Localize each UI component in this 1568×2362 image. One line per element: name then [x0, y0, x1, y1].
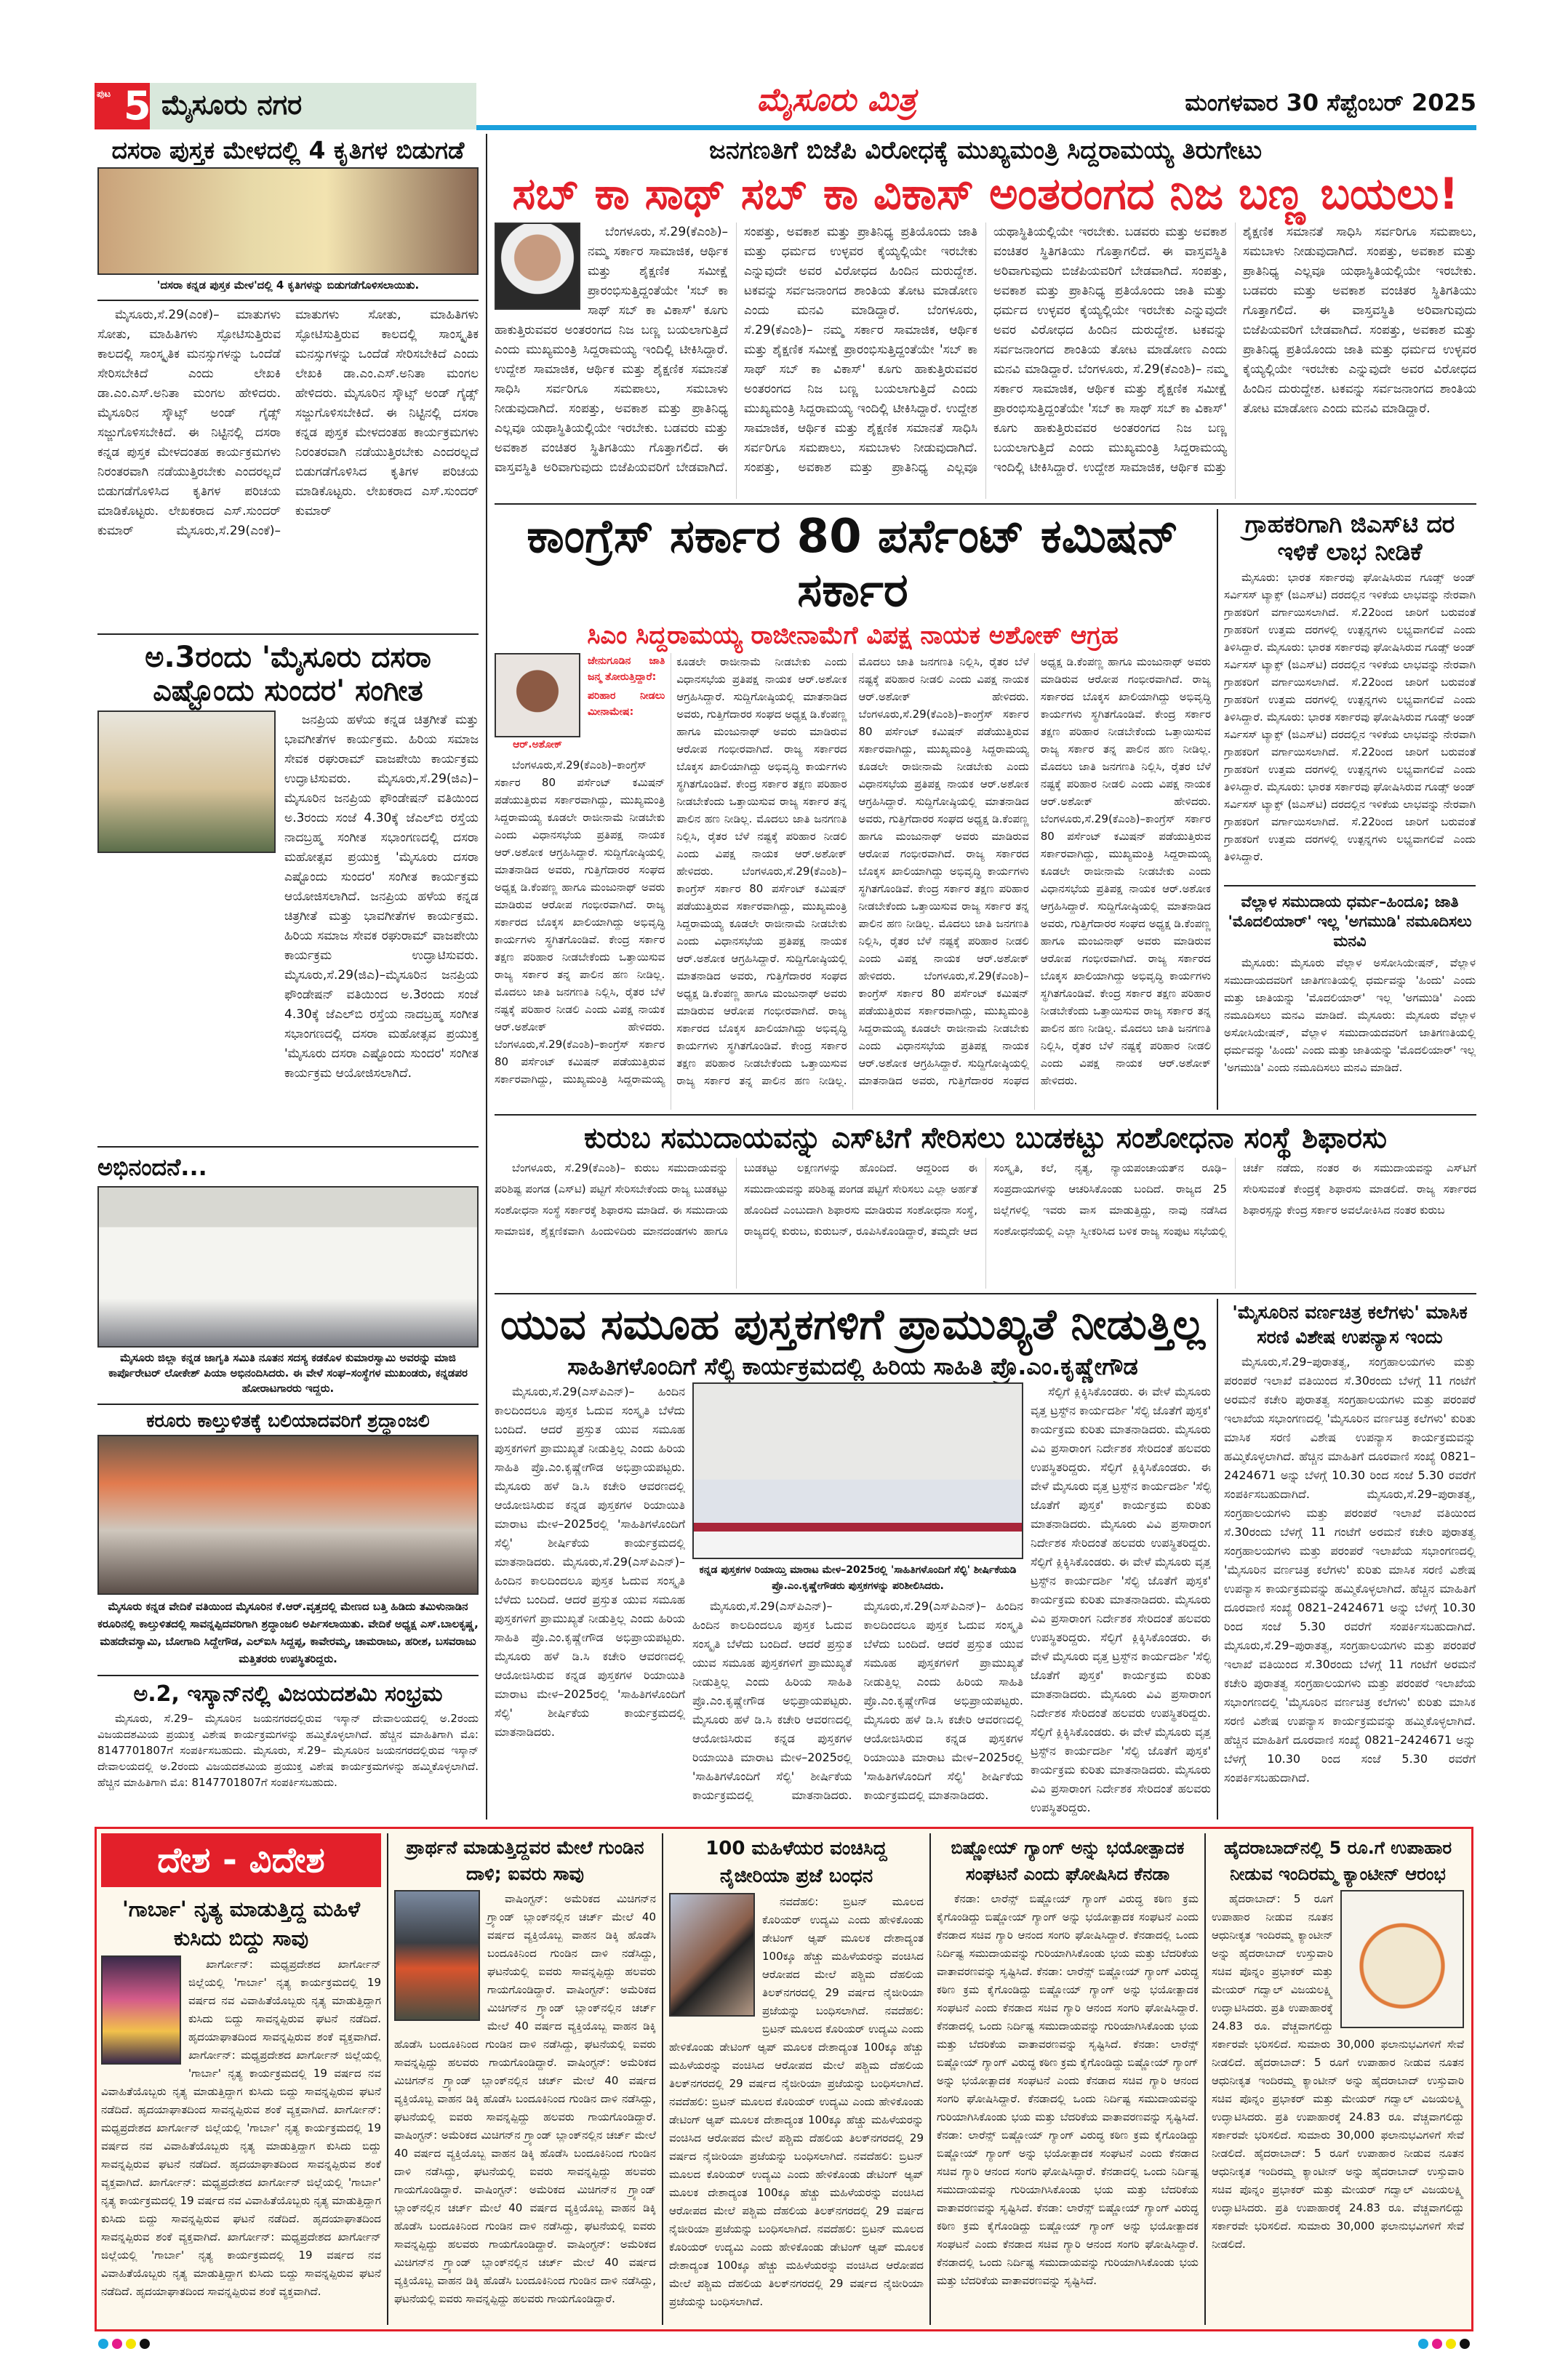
registration-dots	[98, 2338, 150, 2352]
divider	[1224, 885, 1476, 886]
felicitation-headline: ಅಭಿನಂದನೆ...	[97, 1153, 207, 1182]
inline-subhead: ಪರಿಹಾರ ನೀಡಲು ಮೀನಾಮೇಷ:	[588, 690, 665, 718]
divider	[97, 1675, 479, 1676]
article-text: ಖಾರ್ಗೋನ್: ಮಧ್ಯಪ್ರದೇಶದ ಖಾರ್ಗೋನ್ ಜಿಲ್ಲೆಯಲ್ಲಿ 'ಗಾರ್ಬಾ' ನೃತ್ಯ ಕಾರ್ಯಕ್ರಮದಲ್ಲಿ 19 ವರ್ಷದ ನವ ವಿವಾಹಿತೆಯೊಬ್ಬರು ನೃತ್ಯ ಮಾಡುತ್ತಿದ್ದಾಗ ಕುಸಿದು ಬಿದ್ದು ಸಾವನ್ನಪ್ಪಿರುವ ಘಟನೆ ನಡೆದಿದೆ. ಹೃದಯಾಘಾತದಿಂದ ಸಾವನ್ನಪ್ಪಿರುವ ಶಂಕೆ ವ್ಯಕ್ತವಾಗಿದೆ. ಖಾರ್ಗೋನ್: ಮಧ್ಯಪ್ರದೇಶದ ಖಾರ್ಗೋನ್ ಜಿಲ್ಲೆಯಲ್ಲಿ 'ಗಾರ್ಬಾ' ನೃತ್ಯ ಕಾರ್ಯಕ್ರಮದಲ್ಲಿ 19 ವರ್ಷದ ನವ ವಿವಾಹಿತೆಯೊಬ್ಬರು ನೃತ್ಯ ಮಾಡುತ್ತಿದ್ದಾಗ ಕುಸಿದು ಬಿದ್ದು ಸಾವನ್ನಪ್ಪಿರುವ ಘಟನೆ ನಡೆದಿದೆ. ಹೃದಯಾಘಾತದಿಂದ ಸಾವನ್ನಪ್ಪಿರುವ ಶಂಕೆ ವ್ಯಕ್ತವಾಗಿದೆ. ಖಾರ್ಗೋನ್: ಮಧ್ಯಪ್ರದೇಶದ ಖಾರ್ಗೋನ್ ಜಿಲ್ಲೆಯಲ್ಲಿ 'ಗಾರ್ಬಾ' ನೃತ್ಯ ಕಾರ್ಯಕ್ರಮದಲ್ಲಿ 19 ವರ್ಷದ ನವ ವಿವಾಹಿತೆಯೊಬ್ಬರು ನೃತ್ಯ ಮಾಡುತ್ತಿದ್ದಾಗ ಕುಸಿದು ಬಿದ್ದು ಸಾವನ್ನಪ್ಪಿರುವ ಘಟನೆ ನಡೆದಿದೆ. ಹೃದಯಾಘಾತದಿಂದ ಸಾವನ್ನಪ್ಪಿರುವ ಶಂಕೆ ವ್ಯಕ್ತವಾಗಿದೆ. ಖಾರ್ಗೋನ್: ಮಧ್ಯಪ್ರದೇಶದ ಖಾರ್ಗೋನ್ ಜಿಲ್ಲೆಯಲ್ಲಿ 'ಗಾರ್ಬಾ' ನೃತ್ಯ ಕಾರ್ಯಕ್ರಮದಲ್ಲಿ 19 ವರ್ಷದ ನವ ವಿವಾಹಿತೆಯೊಬ್ಬರು ನೃತ್ಯ ಮಾಡುತ್ತಿದ್ದಾಗ ಕುಸಿದು ಬಿದ್ದು ಸಾವನ್ನಪ್ಪಿರುವ ಘಟನೆ ನಡೆದಿದೆ. ಹೃದಯಾಘಾತದಿಂದ ಸಾವನ್ನಪ್ಪಿರುವ ಶಂಕೆ ವ್ಯಕ್ತವಾಗಿದೆ. ಖಾರ್ಗೋನ್: ಮಧ್ಯಪ್ರದೇಶದ ಖಾರ್ಗೋನ್ ಜಿಲ್ಲೆಯಲ್ಲಿ 'ಗಾರ್ಬಾ' ನೃತ್ಯ ಕಾರ್ಯಕ್ರಮದಲ್ಲಿ 19 ವರ್ಷದ ನವ ವಿವಾಹಿತೆಯೊಬ್ಬರು ನೃತ್ಯ ಮಾಡುತ್ತಿದ್ದಾಗ ಕುಸಿದು ಬಿದ್ದು ಸಾವನ್ನಪ್ಪಿರುವ ಘಟನೆ ನಡೆದಿದೆ. ಹೃದಯಾಘಾತದಿಂದ ಸಾವನ್ನಪ್ಪಿರುವ ಶಂಕೆ ವ್ಯಕ್ತವಾಗಿದೆ.	[101, 1958, 381, 2298]
music-headline: ಅ.3ರಂದು 'ಮೈಸೂರು ದಸರಾ ಎಷ್ಟೊಂದು ಸುಂದರ' ಸಂಗೀತ	[145, 641, 431, 708]
book-fair-selfie-photo	[692, 1382, 1023, 1559]
book-fair-body	[97, 305, 479, 629]
lead-story	[495, 135, 1476, 499]
kuruba-body	[495, 1158, 1476, 1289]
divider	[97, 633, 479, 635]
youth-body-right	[1031, 1382, 1211, 1819]
story-body	[101, 1955, 381, 2325]
lead-kicker: ಜನಗಣತಿಗೆ ಬಿಜೆಪಿ ವಿರೋಧಕ್ಕೆ ಮುಖ್ಯಮಂತ್ರಿ ಸಿದ್ದರಾಮಯ್ಯ ತಿರುಗೇಟು	[708, 136, 1263, 165]
book-fair-selfie-caption: ಕನ್ನಡ ಪುಸ್ತಕಗಳ ರಿಯಾಯ್ತಿ ಮಾರಾಟ ಮೇಳ–2025ರಲ್ಲಿ 'ಸಾಹಿತಿಗಳೊಂದಿಗೆ ಸೆಲ್ಫಿ' ಶೀರ್ಷಿಕೆಯಡಿ ಪ್ರೊ.ಎಂ.ಕೃಷ್ಣೇಗೌಡರು ಪುಸ್ತಕಗಳನ್ನು ಪರಿಶೀಲಿಸಿದರು.	[699, 1564, 1017, 1593]
inline-subhead: ಜೇನುಗೂಡಿನ ಜಾತಿ ಜನ್ಮ ತೋರುತ್ತಿದ್ದಾರೆ:	[588, 655, 665, 684]
registration-dots	[1418, 2338, 1470, 2352]
world-story-bishnoi-gang	[929, 1833, 1204, 2325]
article-text: ಮೈಸೂರು,ಸೆ.29–ಪುರಾತತ್ವ, ಸಂಗ್ರಹಾಲಯಗಳು ಮತ್ತು ಪರಂಪರೆ ಇಲಾಖೆ ವತಿಯಿಂದ ಸೆ.30ರಂದು ಬೆಳಗ್ಗೆ 11 ಗಂಟೆಗೆ ಅರಮನೆ ಕಚೇರಿ ಪುರಾತತ್ವ ಸಂಗ್ರಹಾಲಯಗಳು ಮತ್ತು ಪರಂಪರೆ ಇಲಾಖೆಯ ಸಭಾಂಗಣದಲ್ಲಿ 'ಮೈಸೂರಿನ ವರ್ಣಚಿತ್ರ ಕಲೆಗಳು' ಕುರಿತು ಮಾಸಿಕ ಸರಣಿ ವಿಶೇಷ ಉಪನ್ಯಾಸ ಕಾರ್ಯಕ್ರಮವನ್ನು ಹಮ್ಮಿಕೊಳ್ಳಲಾಗಿದೆ. ಹೆಚ್ಚಿನ ಮಾಹಿತಿಗೆ ದೂರವಾಣಿ ಸಂಖ್ಯೆ 0821–2424671 ಅನ್ನು ಬೆಳಗ್ಗೆ 10.30 ರಿಂದ ಸಂಜೆ 5.30 ರವರೆಗೆ ಸಂಪರ್ಕಿಸಬಹುದಾಗಿದೆ. ಮೈಸೂರು,ಸೆ.29–ಪುರಾತತ್ವ, ಸಂಗ್ರಹಾಲಯಗಳು ಮತ್ತು ಪರಂಪರೆ ಇಲಾಖೆ ವತಿಯಿಂದ ಸೆ.30ರಂದು ಬೆಳಗ್ಗೆ 11 ಗಂಟೆಗೆ ಅರಮನೆ ಕಚೇರಿ ಪುರಾತತ್ವ ಸಂಗ್ರಹಾಲಯಗಳು ಮತ್ತು ಪರಂಪರೆ ಇಲಾಖೆಯ ಸಭಾಂಗಣದಲ್ಲಿ 'ಮೈಸೂರಿನ ವರ್ಣಚಿತ್ರ ಕಲೆಗಳು' ಕುರಿತು ಮಾಸಿಕ ಸರಣಿ ವಿಶೇಷ ಉಪನ್ಯಾಸ ಕಾರ್ಯಕ್ರಮವನ್ನು ಹಮ್ಮಿಕೊಳ್ಳಲಾಗಿದೆ. ಹೆಚ್ಚಿನ ಮಾಹಿತಿಗೆ ದೂರವಾಣಿ ಸಂಖ್ಯೆ 0821–2424671 ಅನ್ನು ಬೆಳಗ್ಗೆ 10.30 ರಿಂದ ಸಂಜೆ 5.30 ರವರೆಗೆ ಸಂಪರ್ಕಿಸಬಹುದಾಗಿದೆ. ಮೈಸೂರು,ಸೆ.29–ಪುರಾತತ್ವ, ಸಂಗ್ರಹಾಲಯಗಳು ಮತ್ತು ಪರಂಪರೆ ಇಲಾಖೆ ವತಿಯಿಂದ ಸೆ.30ರಂದು ಬೆಳಗ್ಗೆ 11 ಗಂಟೆಗೆ ಅರಮನೆ ಕಚೇರಿ ಪುರಾತತ್ವ ಸಂಗ್ರಹಾಲಯಗಳು ಮತ್ತು ಪರಂಪರೆ ಇಲಾಖೆಯ ಸಭಾಂಗಣದಲ್ಲಿ 'ಮೈಸೂರಿನ ವರ್ಣಚಿತ್ರ ಕಲೆಗಳು' ಕುರಿತು ಮಾಸಿಕ ಸರಣಿ ವಿಶೇಷ ಉಪನ್ಯಾಸ ಕಾರ್ಯಕ್ರಮವನ್ನು ಹಮ್ಮಿಕೊಳ್ಳಲಾಗಿದೆ. ಹೆಚ್ಚಿನ ಮಾಹಿತಿಗೆ ದೂರವಾಣಿ ಸಂಖ್ಯೆ 0821–2424671 ಅನ್ನು ಬೆಳಗ್ಗೆ 10.30 ರಿಂದ ಸಂಜೆ 5.30 ರವರೆಗೆ ಸಂಪರ್ಕಿಸಬಹುದಾಗಿದೆ.	[1224, 1355, 1476, 1785]
article-text: ಮೈಸೂರು,ಸೆ.29(ಎಸ್‌ಪಿಎನ್)– ಹಿಂದಿನ ಕಾಲದಿಂದಲೂ ಪುಸ್ತಕ ಓದುವ ಸಂಸ್ಕೃತಿ ಬೆಳೆದು ಬಂದಿದೆ. ಆದರೆ ಪ್ರಸ್ತುತ ಯುವ ಸಮೂಹ ಪುಸ್ತಕಗಳಿಗೆ ಪ್ರಾಮುಖ್ಯತೆ ನೀಡುತ್ತಿಲ್ಲ ಎಂದು ಹಿರಿಯ ಸಾಹಿತಿ ಪ್ರೊ.ಎಂ.ಕೃಷ್ಣೇಗೌಡ ಅಭಿಪ್ರಾಯಪಟ್ಟರು. ಮೈಸೂರು ಹಳೆ ಡಿ.ಸಿ ಕಚೇರಿ ಆವರಣದಲ್ಲಿ ಆಯೋಜಿಸಿರುವ ಕನ್ನಡ ಪುಸ್ತಕಗಳ ರಿಯಾಯಿತಿ ಮಾರಾಟ ಮೇಳ–2025ರಲ್ಲಿ 'ಸಾಹಿತಿಗಳೊಂದಿಗೆ ಸೆಲ್ಫಿ' ಶೀರ್ಷಿಕೆಯ ಕಾರ್ಯಕ್ರಮದಲ್ಲಿ ಮಾತನಾಡಿದರು. ಮೈಸೂರು,ಸೆ.29(ಎಸ್‌ಪಿಎನ್)– ಹಿಂದಿನ ಕಾಲದಿಂದಲೂ ಪುಸ್ತಕ ಓದುವ ಸಂಸ್ಕೃತಿ ಬೆಳೆದು ಬಂದಿದೆ. ಆದರೆ ಪ್ರಸ್ತುತ ಯುವ ಸಮೂಹ ಪುಸ್ತಕಗಳಿಗೆ ಪ್ರಾಮುಖ್ಯತೆ ನೀಡುತ್ತಿಲ್ಲ ಎಂದು ಹಿರಿಯ ಸಾಹಿತಿ ಪ್ರೊ.ಎಂ.ಕೃಷ್ಣೇಗೌಡ ಅಭಿಪ್ರಾಯಪಟ್ಟರು. ಮೈಸೂರು ಹಳೆ ಡಿ.ಸಿ ಕಚೇರಿ ಆವರಣದಲ್ಲಿ ಆಯೋಜಿಸಿರುವ ಕನ್ನಡ ಪುಸ್ತಕಗಳ ರಿಯಾಯಿತಿ ಮಾರಾಟ ಮೇಳ–2025ರಲ್ಲಿ 'ಸಾಹಿತಿಗಳೊಂದಿಗೆ ಸೆಲ್ಫಿ' ಶೀರ್ಷಿಕೆಯ ಕಾರ್ಯಕ್ರಮದಲ್ಲಿ ಮಾತನಾಡಿದರು.	[692, 1599, 1023, 1803]
article-text: ಮೈಸೂರು: ಮೈಸೂರು ವೆಲ್ಲಾಳ ಅಸೋಸಿಯೇಷನ್, ವೆಲ್ಲಾಳ ಸಮುದಾಯದವರಿಗೆ ಜಾತಿಗಣತಿಯಲ್ಲಿ ಧರ್ಮವನ್ನು 'ಹಿಂದು' ಎಂದು ಮತ್ತು ಜಾತಿಯನ್ನು 'ಮೊದಲಿಯಾರ್' ಇಲ್ಲ 'ಅಗಮುಡಿ' ಎಂದು ನಮೂದಿಸಲು ಮನವಿ ಮಾಡಿದೆ. ಮೈಸೂರು: ಮೈಸೂರು ವೆಲ್ಲಾಳ ಅಸೋಸಿಯೇಷನ್, ವೆಲ್ಲಾಳ ಸಮುದಾಯದವರಿಗೆ ಜಾತಿಗಣತಿಯಲ್ಲಿ ಧರ್ಮವನ್ನು 'ಹಿಂದು' ಎಂದು ಮತ್ತು ಜಾತಿಯನ್ನು 'ಮೊದಲಿಯಾರ್' ಇಲ್ಲ 'ಅಗಮುಡಿ' ಎಂದು ನಮೂದಿಸಲು ಮನವಿ ಮಾಡಿದೆ.	[1224, 956, 1476, 1074]
vellala-body	[1224, 954, 1476, 1110]
article-text: ಮೈಸೂರು,ಸೆ.29(ಎಂಕೆ)– ಮಾತುಗಳು ಸೋತು, ಮಾಹಿತಿಗಳು ಸ್ಫೋಟಿಸುತ್ತಿರುವ ಕಾಲದಲ್ಲಿ ಸಾಂಸ್ಕೃತಿಕ ಮನಸ್ಸುಗಳನ್ನು ಒಂದೆಡೆ ಸೇರಿಸಬೇಕಿದೆ ಎಂದು ಲೇಖಕಿ ಡಾ.ಎಂ.ಎಸ್.ಅನಿತಾ ಮಂಗಲ ಹೇಳಿದರು. ಮೈಸೂರಿನ ಸ್ಕೌಟ್ಸ್ ಅಂಡ್ ಗೈಡ್ಸ್ ಸಜ್ಜುಗೊಳಿಸಬೇಕಿದೆ. ಈ ನಿಟ್ಟಿನಲ್ಲಿ ದಸರಾ ಕನ್ನಡ ಪುಸ್ತಕ ಮೇಳದಂತಹ ಕಾರ್ಯಕ್ರಮಗಳು ನಿರಂತರವಾಗಿ ನಡೆಯುತ್ತಿರಬೇಕು ಎಂದರಲ್ಲದೆ ಬಿಡುಗಡೆಗೊಳಿಸಿದ ಕೃತಿಗಳ ಪರಿಚಯ ಮಾಡಿಕೊಟ್ಟರು. ಲೇಖಕರಾದ ಎಸ್.ಸುಂದರ್ ಕುಮಾರ್ ಮೈಸೂರು,ಸೆ.29(ಎಂಕೆ)– ಮಾತುಗಳು ಸೋತು, ಮಾಹಿತಿಗಳು ಸ್ಫೋಟಿಸುತ್ತಿರುವ ಕಾಲದಲ್ಲಿ ಸಾಂಸ್ಕೃತಿಕ ಮನಸ್ಸುಗಳನ್ನು ಒಂದೆಡೆ ಸೇರಿಸಬೇಕಿದೆ ಎಂದು ಲೇಖಕಿ ಡಾ.ಎಂ.ಎಸ್.ಅನಿತಾ ಮಂಗಲ ಹೇಳಿದರು. ಮೈಸೂರಿನ ಸ್ಕೌಟ್ಸ್ ಅಂಡ್ ಗೈಡ್ಸ್ ಸಜ್ಜುಗೊಳಿಸಬೇಕಿದೆ. ಈ ನಿಟ್ಟಿನಲ್ಲಿ ದಸರಾ ಕನ್ನಡ ಪುಸ್ತಕ ಮೇಳದಂತಹ ಕಾರ್ಯಕ್ರಮಗಳು ನಿರಂತರವಾಗಿ ನಡೆಯುತ್ತಿರಬೇಕು ಎಂದರಲ್ಲದೆ ಬಿಡುಗಡೆಗೊಳಿಸಿದ ಕೃತಿಗಳ ಪರಿಚಯ ಮಾಡಿಕೊಟ್ಟರು. ಲೇಖಕರಾದ ಎಸ್.ಸುಂದರ್ ಕುಮಾರ್	[97, 307, 479, 538]
section-label: ದೇಶ - ವಿದೇಶ	[101, 1833, 381, 1887]
gst-headline: ಗ್ರಾಹಕರಿಗಾಗಿ ಜಿಎಸ್‌ಟಿ ದರ ಇಳಿಕೆ ಲಾಭ ನೀಡಿಕೆ	[1244, 510, 1455, 566]
iskcon-body	[97, 1710, 479, 1818]
iskcon-headline: ಅ.2, ಇಸ್ಕಾನ್‌ನಲ್ಲಿ ವಿಜಯದಶಮಿ ಸಂಭ್ರಮ	[133, 1681, 443, 1708]
article-text: ಬೆಂಗಳೂರು, ಸೆ.29(ಕೆಎಂಶಿ)– ನಮ್ಮ ಸರ್ಕಾರ ಸಾಮಾಜಿಕ, ಆರ್ಥಿಕ ಮತ್ತು ಶೈಕ್ಷಣಿಕ ಸಮೀಕ್ಷೆ ಪ್ರಾರಂಭಿಸುತ್ತಿದ್ದಂತೆಯೇ 'ಸಬ್ ಕಾ ಸಾಥ್ ಸಬ್ ಕಾ ವಿಕಾಸ್' ಕೂಗು ಹಾಕುತ್ತಿರುವವರ ಅಂತರಂಗದ ನಿಜ ಬಣ್ಣ ಬಯಲಾಗುತ್ತಿದೆ ಎಂದು ಮುಖ್ಯಮಂತ್ರಿ ಸಿದ್ದರಾಮಯ್ಯ ಇಂದಿಲ್ಲಿ ಟೀಕಿಸಿದ್ದಾರೆ. ಉದ್ದೇಶ ಸಾಮಾಜಿಕ, ಆರ್ಥಿಕ ಮತ್ತು ಶೈಕ್ಷಣಿಕ ಸಮಾನತೆ ಸಾಧಿಸಿ ಸರ್ವರಿಗೂ ಸಮಪಾಲು, ಸಮಬಾಳು ನೀಡುವುದಾಗಿದೆ. ಸಂಪತ್ತು, ಅವಕಾಶ ಮತ್ತು ಪ್ರಾತಿನಿಧ್ಯ ಎಲ್ಲವೂ ಯಥಾಸ್ಥಿತಿಯಲ್ಲಿಯೇ ಇರಬೇಕು. ಬಡವರು ಮತ್ತು ಅವಕಾಶ ವಂಚಿತರ ಸ್ಥಿತಿಗತಿಯು ಗೊತ್ತಾಗಲಿದೆ. ಈ ವಾಸ್ತವಸ್ಥಿತಿ ಅರಿವಾಗುವುದು ಬಿಜೆಪಿಯವರಿಗೆ ಬೇಡವಾಗಿದೆ. ಸಂಪತ್ತು, ಅವಕಾಶ ಮತ್ತು ಪ್ರಾತಿನಿಧ್ಯ ಪ್ರತಿಯೊಂದು ಜಾತಿ ಮತ್ತು ಧರ್ಮದ ಉಳ್ಳವರ ಕೈಯ್ಯಲ್ಲಿಯೇ ಇರಬೇಕು ಎನ್ನುವುದೇ ಅವರ ವಿರೋಧದ ಹಿಂದಿನ ದುರುದ್ದೇಶ. ಟಕವನ್ನು ಸರ್ವಜನಾಂಗದ ಶಾಂತಿಯ ತೋಟ ಮಾಡೋಣ ಎಂದು ಮನವಿ ಮಾಡಿದ್ದಾರೆ. ಬೆಂಗಳೂರು, ಸೆ.29(ಕೆಎಂಶಿ)– ನಮ್ಮ ಸರ್ಕಾರ ಸಾಮಾಜಿಕ, ಆರ್ಥಿಕ ಮತ್ತು ಶೈಕ್ಷಣಿಕ ಸಮೀಕ್ಷೆ ಪ್ರಾರಂಭಿಸುತ್ತಿದ್ದಂತೆಯೇ 'ಸಬ್ ಕಾ ಸಾಥ್ ಸಬ್ ಕಾ ವಿಕಾಸ್' ಕೂಗು ಹಾಕುತ್ತಿರುವವರ ಅಂತರಂಗದ ನಿಜ ಬಣ್ಣ ಬಯಲಾಗುತ್ತಿದೆ ಎಂದು ಮುಖ್ಯಮಂತ್ರಿ ಸಿದ್ದರಾಮಯ್ಯ ಇಂದಿಲ್ಲಿ ಟೀಕಿಸಿದ್ದಾರೆ. ಉದ್ದೇಶ ಸಾಮಾಜಿಕ, ಆರ್ಥಿಕ ಮತ್ತು ಶೈಕ್ಷಣಿಕ ಸಮಾನತೆ ಸಾಧಿಸಿ ಸರ್ವರಿಗೂ ಸಮಪಾಲು, ಸಮಬಾಳು ನೀಡುವುದಾಗಿದೆ. ಸಂಪತ್ತು, ಅವಕಾಶ ಮತ್ತು ಪ್ರಾತಿನಿಧ್ಯ ಎಲ್ಲವೂ ಯಥಾಸ್ಥಿತಿಯಲ್ಲಿಯೇ ಇರಬೇಕು. ಬಡವರು ಮತ್ತು ಅವಕಾಶ ವಂಚಿತರ ಸ್ಥಿತಿಗತಿಯು ಗೊತ್ತಾಗಲಿದೆ. ಈ ವಾಸ್ತವಸ್ಥಿತಿ ಅರಿವಾಗುವುದು ಬಿಜೆಪಿಯವರಿಗೆ ಬೇಡವಾಗಿದೆ. ಸಂಪತ್ತು, ಅವಕಾಶ ಮತ್ತು ಪ್ರಾತಿನಿಧ್ಯ ಪ್ರತಿಯೊಂದು ಜಾತಿ ಮತ್ತು ಧರ್ಮದ ಉಳ್ಳವರ ಕೈಯ್ಯಲ್ಲಿಯೇ ಇರಬೇಕು ಎನ್ನುವುದೇ ಅವರ ವಿರೋಧದ ಹಿಂದಿನ ದುರುದ್ದೇಶ. ಟಕವನ್ನು ಸರ್ವಜನಾಂಗದ ಶಾಂತಿಯ ತೋಟ ಮಾಡೋಣ ಎಂದು ಮನವಿ ಮಾಡಿದ್ದಾರೆ. ಬೆಂಗಳೂರು, ಸೆ.29(ಕೆಎಂಶಿ)– ನಮ್ಮ ಸರ್ಕಾರ ಸಾಮಾಜಿಕ, ಆರ್ಥಿಕ ಮತ್ತು ಶೈಕ್ಷಣಿಕ ಸಮೀಕ್ಷೆ ಪ್ರಾರಂಭಿಸುತ್ತಿದ್ದಂತೆಯೇ 'ಸಬ್ ಕಾ ಸಾಥ್ ಸಬ್ ಕಾ ವಿಕಾಸ್' ಕೂಗು ಹಾಕುತ್ತಿರುವವರ ಅಂತರಂಗದ ನಿಜ ಬಣ್ಣ ಬಯಲಾಗುತ್ತಿದೆ ಎಂದು ಮುಖ್ಯಮಂತ್ರಿ ಸಿದ್ದರಾಮಯ್ಯ ಇಂದಿಲ್ಲಿ ಟೀಕಿಸಿದ್ದಾರೆ. ಉದ್ದೇಶ ಸಾಮಾಜಿಕ, ಆರ್ಥಿಕ ಮತ್ತು ಶೈಕ್ಷಣಿಕ ಸಮಾನತೆ ಸಾಧಿಸಿ ಸರ್ವರಿಗೂ ಸಮಪಾಲು, ಸಮಬಾಳು ನೀಡುವುದಾಗಿದೆ. ಸಂಪತ್ತು, ಅವಕಾಶ ಮತ್ತು ಪ್ರಾತಿನಿಧ್ಯ ಎಲ್ಲವೂ ಯಥಾಸ್ಥಿತಿಯಲ್ಲಿಯೇ ಇರಬೇಕು. ಬಡವರು ಮತ್ತು ಅವಕಾಶ ವಂಚಿತರ ಸ್ಥಿತಿಗತಿಯು ಗೊತ್ತಾಗಲಿದೆ. ಈ ವಾಸ್ತವಸ್ಥಿತಿ ಅರಿವಾಗುವುದು ಬಿಜೆಪಿಯವರಿಗೆ ಬೇಡವಾಗಿದೆ. ಸಂಪತ್ತು, ಅವಕಾಶ ಮತ್ತು ಪ್ರಾತಿನಿಧ್ಯ ಪ್ರತಿಯೊಂದು ಜಾತಿ ಮತ್ತು ಧರ್ಮದ ಉಳ್ಳವರ ಕೈಯ್ಯಲ್ಲಿಯೇ ಇರಬೇಕು ಎನ್ನುವುದೇ ಅವರ ವಿರೋಧದ ಹಿಂದಿನ ದುರುದ್ದೇಶ. ಟಕವನ್ನು ಸರ್ವಜನಾಂಗದ ಶಾಂತಿಯ ತೋಟ ಮಾಡೋಣ ಎಂದು ಮನವಿ ಮಾಡಿದ್ದಾರೆ.	[495, 225, 1476, 476]
world-story-garba	[101, 1833, 387, 2325]
world-story-church-shooting	[387, 1833, 662, 2325]
congress-body	[495, 653, 1211, 1110]
page-label: ಪುಟ	[97, 89, 111, 100]
article-text: ಮೈಸೂರು,ಸೆ.29(ಎಸ್‌ಪಿಎನ್)– ಹಿಂದಿನ ಕಾಲದಿಂದಲೂ ಪುಸ್ತಕ ಓದುವ ಸಂಸ್ಕೃತಿ ಬೆಳೆದು ಬಂದಿದೆ. ಆದರೆ ಪ್ರಸ್ತುತ ಯುವ ಸಮೂಹ ಪುಸ್ತಕಗಳಿಗೆ ಪ್ರಾಮುಖ್ಯತೆ ನೀಡುತ್ತಿಲ್ಲ ಎಂದು ಹಿರಿಯ ಸಾಹಿತಿ ಪ್ರೊ.ಎಂ.ಕೃಷ್ಣೇಗೌಡ ಅಭಿಪ್ರಾಯಪಟ್ಟರು. ಮೈಸೂರು ಹಳೆ ಡಿ.ಸಿ ಕಚೇರಿ ಆವರಣದಲ್ಲಿ ಆಯೋಜಿಸಿರುವ ಕನ್ನಡ ಪುಸ್ತಕಗಳ ರಿಯಾಯಿತಿ ಮಾರಾಟ ಮೇಳ–2025ರಲ್ಲಿ 'ಸಾಹಿತಿಗಳೊಂದಿಗೆ ಸೆಲ್ಫಿ' ಶೀರ್ಷಿಕೆಯ ಕಾರ್ಯಕ್ರಮದಲ್ಲಿ ಮಾತನಾಡಿದರು. ಮೈಸೂರು,ಸೆ.29(ಎಸ್‌ಪಿಎನ್)– ಹಿಂದಿನ ಕಾಲದಿಂದಲೂ ಪುಸ್ತಕ ಓದುವ ಸಂಸ್ಕೃತಿ ಬೆಳೆದು ಬಂದಿದೆ. ಆದರೆ ಪ್ರಸ್ತುತ ಯುವ ಸಮೂಹ ಪುಸ್ತಕಗಳಿಗೆ ಪ್ರಾಮುಖ್ಯತೆ ನೀಡುತ್ತಿಲ್ಲ ಎಂದು ಹಿರಿಯ ಸಾಹಿತಿ ಪ್ರೊ.ಎಂ.ಕೃಷ್ಣೇಗೌಡ ಅಭಿಪ್ರಾಯಪಟ್ಟರು. ಮೈಸೂರು ಹಳೆ ಡಿ.ಸಿ ಕಚೇರಿ ಆವರಣದಲ್ಲಿ ಆಯೋಜಿಸಿರುವ ಕನ್ನಡ ಪುಸ್ತಕಗಳ ರಿಯಾಯಿತಿ ಮಾರಾಟ ಮೇಳ–2025ರಲ್ಲಿ 'ಸಾಹಿತಿಗಳೊಂದಿಗೆ ಸೆಲ್ಫಿ' ಶೀರ್ಷಿಕೆಯ ಕಾರ್ಯಕ್ರಮದಲ್ಲಿ ಮಾತನಾಡಿದರು.	[495, 1385, 685, 1740]
youth-body-bottom	[692, 1597, 1023, 1819]
article-text: ಬೆಂಗಳೂರು, ಸೆ.29(ಕೆಎಂಶಿ)– ಕುರುಬ ಸಮುದಾಯವನ್ನು ಪರಿಶಿಷ್ಟ ಪಂಗಡ (ಎಸ್‌ಟಿ) ಪಟ್ಟಿಗೆ ಸೇರಿಸಬೇಕೆಂದು ರಾಜ್ಯ ಬುಡಕಟ್ಟು ಸಂಶೋಧನಾ ಸಂಸ್ಥೆ ಸರ್ಕಾರಕ್ಕೆ ಶಿಫಾರಸು ಮಾಡಿದೆ. ಈ ಸಮುದಾಯ ಸಾಮಾಜಿಕ, ಶೈಕ್ಷಣಿಕವಾಗಿ ಹಿಂದುಳಿದಿರು ಮಾನದಂಡಗಳು ಹಾಗೂ ಬುಡಕಟ್ಟು ಲಕ್ಷಣಗಳನ್ನು ಹೊಂದಿದೆ. ಆದ್ದರಿಂದ ಈ ಸಮುದಾಯವನ್ನು ಪರಿಶಿಷ್ಟ ಪಂಗಡ ಪಟ್ಟಿಗೆ ಸೇರಿಸಲು ಎಲ್ಲಾ ಅರ್ಹತೆ ಹೊಂದಿದೆ ಎಂಬುದಾಗಿ ಶಿಫಾರಸು ಮಾಡಿರುವ ಸಂಶೋಧನಾ ಸಂಸ್ಥೆ, ರಾಜ್ಯದಲ್ಲಿ ಕುರುಬ, ಕುರುಬನ್, ರೂಪಿಸಿಕೊಂಡಿದ್ದಾರೆ, ತಮ್ಮದೇ ಆದ ಸಂಸ್ಕೃತಿ, ಕಲೆ, ನೃತ್ಯ, ನ್ಯಾಯಪಂಚಾಯತ್‌ನ ರೂಢಿ–ಸಂಪ್ರದಾಯಗಳನ್ನು ಆಚರಿಸಿಕೊಂಡು ಬಂದಿದೆ. ರಾಜ್ಯದ 25 ಜಿಲ್ಲೆಗಳಲ್ಲಿ ಇವರು ವಾಸ ಮಾಡುತ್ತಿದ್ದು, ನಾವು ನಡೆಸಿದ ಸಂಶೋಧನೆಯಲ್ಲಿ ಎಲ್ಲಾ ಸ್ವೀಕರಿಸಿದ ಬಳಿಕ ರಾಜ್ಯ ಸಂಪುಟ ಸಭೆಯಲ್ಲಿ ಚರ್ಚೆ ನಡೆದು, ನಂತರ ಈ ಸಮುದಾಯವನ್ನು ಎಸ್‌ಟಿಗೆ ಸೇರಿಸುವಂತೆ ಕೇಂದ್ರಕ್ಕೆ ಶಿಫಾರಸು ಮಾಡಲಿದೆ. ರಾಜ್ಯ ಸರ್ಕಾರದ ಶಿಫಾರಸ್ಸನ್ನು ಕೇಂದ್ರ ಸರ್ಕಾರ ಅವಲೋಕಿಸಿದ ನಂತರ ಕುರುಬ	[495, 1161, 1476, 1238]
congress-headline: ಕಾಂಗ್ರೆಸ್ ಸರ್ಕಾರ 80 ಪರ್ಸೆಂಟ್ ಕಮಿಷನ್ ಸರ್ಕಾರ	[527, 510, 1179, 617]
music-body	[284, 710, 479, 1142]
youth-story	[495, 1299, 1217, 1819]
story-headline: 'ಗಾರ್ಬಾ' ನೃತ್ಯ ಮಾಡುತ್ತಿದ್ದ ಮಹಿಳೆ ಕುಸಿದು ಬಿದ್ದು ಸಾವು	[121, 1897, 361, 1950]
youth-subhead: ಸಾಹಿತಿಗಳೊಂದಿಗೆ ಸೆಲ್ಫಿ ಕಾರ್ಯಕ್ರಮದಲ್ಲಿ ಹಿರಿಯ ಸಾಹಿತಿ ಪ್ರೊ.ಎಂ.ಕೃಷ್ಣೇಗೌಡ	[567, 1352, 1138, 1380]
congress-story	[495, 509, 1217, 1110]
story-body	[669, 1893, 924, 2325]
divider	[495, 1293, 1476, 1294]
page-number-badge	[95, 83, 150, 129]
section-title: ಮೈಸೂರು ನಗರ	[161, 89, 303, 121]
story-headline: ಪ್ರಾರ್ಥನೆ ಮಾಡುತ್ತಿದ್ದವರ ಮೇಲೆ ಗುಂಡಿನ ದಾಳಿ; ಐವರು ಸಾವು	[406, 1837, 644, 1884]
story-headline: ಹೈದರಾಬಾದ್‌ನಲ್ಲಿ 5 ರೂ.ಗೆ ಉಪಾಹಾರ ನೀಡುವ ಇಂದಿರಮ್ಮ ಕ್ಯಾಂಟೀನ್ ಆರಂಭ	[1223, 1838, 1452, 1884]
book-fair-photo	[97, 167, 479, 275]
handcuffs-photo	[669, 1893, 755, 2017]
dasara-palace-photo	[97, 710, 276, 853]
story-body	[937, 1890, 1199, 2325]
page-number: 5	[124, 83, 151, 129]
world-story-indiramma-canteen	[1204, 1833, 1467, 2325]
header-rule	[476, 125, 1476, 130]
fire-photo	[394, 1890, 480, 2021]
article-text: ಕೆನಡಾ: ಲಾರೆನ್ಸ್ ಬಿಷ್ಣೋಯ್ ಗ್ಯಾಂಗ್ ವಿರುದ್ಧ ಕಠಿಣ ಕ್ರಮ ಕೈಗೊಂಡಿದ್ದು ಬಿಷ್ಣೋಯ್ ಗ್ಯಾಂಗ್ ಅನ್ನು ಭಯೋತ್ಪಾದಕ ಸಂಘಟನೆ ಎಂದು ಕೆನಡಾದ ಸಚಿವ ಗ್ಯಾರಿ ಆನಂದ ಸಂಗರಿ ಘೋಷಿಸಿದ್ದಾರೆ. ಕೆನಡಾದಲ್ಲಿ ಒಂದು ನಿರ್ದಿಷ್ಟ ಸಮುದಾಯವನ್ನು ಗುರಿಯಾಗಿಸಿಕೊಂಡು ಭಯ ಮತ್ತು ಬೆದರಿಕೆಯ ವಾತಾವರಣವನ್ನು ಸೃಷ್ಟಿಸಿದೆ. ಕೆನಡಾ: ಲಾರೆನ್ಸ್ ಬಿಷ್ಣೋಯ್ ಗ್ಯಾಂಗ್ ವಿರುದ್ಧ ಕಠಿಣ ಕ್ರಮ ಕೈಗೊಂಡಿದ್ದು ಬಿಷ್ಣೋಯ್ ಗ್ಯಾಂಗ್ ಅನ್ನು ಭಯೋತ್ಪಾದಕ ಸಂಘಟನೆ ಎಂದು ಕೆನಡಾದ ಸಚಿವ ಗ್ಯಾರಿ ಆನಂದ ಸಂಗರಿ ಘೋಷಿಸಿದ್ದಾರೆ. ಕೆನಡಾದಲ್ಲಿ ಒಂದು ನಿರ್ದಿಷ್ಟ ಸಮುದಾಯವನ್ನು ಗುರಿಯಾಗಿಸಿಕೊಂಡು ಭಯ ಮತ್ತು ಬೆದರಿಕೆಯ ವಾತಾವರಣವನ್ನು ಸೃಷ್ಟಿಸಿದೆ. ಕೆನಡಾ: ಲಾರೆನ್ಸ್ ಬಿಷ್ಣೋಯ್ ಗ್ಯಾಂಗ್ ವಿರುದ್ಧ ಕಠಿಣ ಕ್ರಮ ಕೈಗೊಂಡಿದ್ದು ಬಿಷ್ಣೋಯ್ ಗ್ಯಾಂಗ್ ಅನ್ನು ಭಯೋತ್ಪಾದಕ ಸಂಘಟನೆ ಎಂದು ಕೆನಡಾದ ಸಚಿವ ಗ್ಯಾರಿ ಆನಂದ ಸಂಗರಿ ಘೋಷಿಸಿದ್ದಾರೆ. ಕೆನಡಾದಲ್ಲಿ ಒಂದು ನಿರ್ದಿಷ್ಟ ಸಮುದಾಯವನ್ನು ಗುರಿಯಾಗಿಸಿಕೊಂಡು ಭಯ ಮತ್ತು ಬೆದರಿಕೆಯ ವಾತಾವರಣವನ್ನು ಸೃಷ್ಟಿಸಿದೆ. ಕೆನಡಾ: ಲಾರೆನ್ಸ್ ಬಿಷ್ಣೋಯ್ ಗ್ಯಾಂಗ್ ವಿರುದ್ಧ ಕಠಿಣ ಕ್ರಮ ಕೈಗೊಂಡಿದ್ದು ಬಿಷ್ಣೋಯ್ ಗ್ಯಾಂಗ್ ಅನ್ನು ಭಯೋತ್ಪಾದಕ ಸಂಘಟನೆ ಎಂದು ಕೆನಡಾದ ಸಚಿವ ಗ್ಯಾರಿ ಆನಂದ ಸಂಗರಿ ಘೋಷಿಸಿದ್ದಾರೆ. ಕೆನಡಾದಲ್ಲಿ ಒಂದು ನಿರ್ದಿಷ್ಟ ಸಮುದಾಯವನ್ನು ಗುರಿಯಾಗಿಸಿಕೊಂಡು ಭಯ ಮತ್ತು ಬೆದರಿಕೆಯ ವಾತಾವರಣವನ್ನು ಸೃಷ್ಟಿಸಿದೆ. ಕೆನಡಾ: ಲಾರೆನ್ಸ್ ಬಿಷ್ಣೋಯ್ ಗ್ಯಾಂಗ್ ವಿರುದ್ಧ ಕಠಿಣ ಕ್ರಮ ಕೈಗೊಂಡಿದ್ದು ಬಿಷ್ಣೋಯ್ ಗ್ಯಾಂಗ್ ಅನ್ನು ಭಯೋತ್ಪಾದಕ ಸಂಘಟನೆ ಎಂದು ಕೆನಡಾದ ಸಚಿವ ಗ್ಯಾರಿ ಆನಂದ ಸಂಗರಿ ಘೋಷಿಸಿದ್ದಾರೆ. ಕೆನಡಾದಲ್ಲಿ ಒಂದು ನಿರ್ದಿಷ್ಟ ಸಮುದಾಯವನ್ನು ಗುರಿಯಾಗಿಸಿಕೊಂಡು ಭಯ ಮತ್ತು ಬೆದರಿಕೆಯ ವಾತಾವರಣವನ್ನು ಸೃಷ್ಟಿಸಿದೆ.	[937, 1892, 1199, 2287]
left-column-divider	[486, 134, 487, 1819]
article-text: ಬೆಂಗಳೂರು,ಸೆ.29(ಕೆಎಂಶಿ)–ಕಾಂಗ್ರೆಸ್ ಸರ್ಕಾರ 80 ಪರ್ಸೆಂಟ್ ಕಮಿಷನ್ ಪಡೆಯುತ್ತಿರುವ ಸರ್ಕಾರವಾಗಿದ್ದು, ಮುಖ್ಯಮಂತ್ರಿ ಸಿದ್ದರಾಮಯ್ಯ ಕೂಡಲೇ ರಾಜೀನಾಮೆ ನೀಡಬೇಕು ಎಂದು ವಿಧಾನಸಭೆಯ ಪ್ರತಿಪಕ್ಷ ನಾಯಕ ಆರ್.ಅಶೋಕ ಆಗ್ರಹಿಸಿದ್ದಾರೆ. ಸುದ್ದಿಗೋಷ್ಠಿಯಲ್ಲಿ ಮಾತನಾಡಿದ ಅವರು, ಗುತ್ತಿಗೆದಾರರ ಸಂಘದ ಅಧ್ಯಕ್ಷ ಡಿ.ಕೆಂಪಣ್ಣ ಹಾಗೂ ಮಂಜುನಾಥ್ ಅವರು ಮಾಡಿರುವ ಆರೋಪ ಗಂಭೀರವಾಗಿದೆ. ರಾಜ್ಯ ಸರ್ಕಾರದ ಬೊಕ್ಕಸ ಖಾಲಿಯಾಗಿದ್ದು ಅಭಿವೃದ್ಧಿ ಕಾರ್ಯಗಳು ಸ್ಥಗಿತಗೊಂಡಿವೆ. ಕೇಂದ್ರ ಸರ್ಕಾರ ತಕ್ಷಣ ಪರಿಹಾರ ನೀಡಬೇಕೆಂದು ಒತ್ತಾಯಿಸುವ ರಾಜ್ಯ ಸರ್ಕಾರ ತನ್ನ ಪಾಲಿನ ಹಣ ನೀಡಿಲ್ಲ. ಮೊದಲು ಜಾತಿ ಜನಗಣತಿ ನಿಲ್ಲಿಸಿ, ರೈತರ ಬೆಳೆ ನಷ್ಟಕ್ಕೆ ಪರಿಹಾರ ನೀಡಲಿ ಎಂದು ವಿಪಕ್ಷ ನಾಯಕ ಆರ್.ಅಶೋಕ್ ಹೇಳಿದರು. ಬೆಂಗಳೂರು,ಸೆ.29(ಕೆಎಂಶಿ)–ಕಾಂಗ್ರೆಸ್ ಸರ್ಕಾರ 80 ಪರ್ಸೆಂಟ್ ಕಮಿಷನ್ ಪಡೆಯುತ್ತಿರುವ ಸರ್ಕಾರವಾಗಿದ್ದು, ಮುಖ್ಯಮಂತ್ರಿ ಸಿದ್ದರಾಮಯ್ಯ ಕೂಡಲೇ ರಾಜೀನಾಮೆ ನೀಡಬೇಕು ಎಂದು ವಿಧಾನಸಭೆಯ ಪ್ರತಿಪಕ್ಷ ನಾಯಕ ಆರ್.ಅಶೋಕ ಆಗ್ರಹಿಸಿದ್ದಾರೆ. ಸುದ್ದಿಗೋಷ್ಠಿಯಲ್ಲಿ ಮಾತನಾಡಿದ ಅವರು, ಗುತ್ತಿಗೆದಾರರ ಸಂಘದ ಅಧ್ಯಕ್ಷ ಡಿ.ಕೆಂಪಣ್ಣ ಹಾಗೂ ಮಂಜುನಾಥ್ ಅವರು ಮಾಡಿರುವ ಆರೋಪ ಗಂಭೀರವಾಗಿದೆ. ರಾಜ್ಯ ಸರ್ಕಾರದ ಬೊಕ್ಕಸ ಖಾಲಿಯಾಗಿದ್ದು ಅಭಿವೃದ್ಧಿ ಕಾರ್ಯಗಳು ಸ್ಥಗಿತಗೊಂಡಿವೆ. ಕೇಂದ್ರ ಸರ್ಕಾರ ತಕ್ಷಣ ಪರಿಹಾರ ನೀಡಬೇಕೆಂದು ಒತ್ತಾಯಿಸುವ ರಾಜ್ಯ ಸರ್ಕಾರ ತನ್ನ ಪಾಲಿನ ಹಣ ನೀಡಿಲ್ಲ. ಮೊದಲು ಜಾತಿ ಜನಗಣತಿ ನಿಲ್ಲಿಸಿ, ರೈತರ ಬೆಳೆ ನಷ್ಟಕ್ಕೆ ಪರಿಹಾರ ನೀಡಲಿ ಎಂದು ವಿಪಕ್ಷ ನಾಯಕ ಆರ್.ಅಶೋಕ್ ಹೇಳಿದರು. ಬೆಂಗಳೂರು,ಸೆ.29(ಕೆಎಂಶಿ)–ಕಾಂಗ್ರೆಸ್ ಸರ್ಕಾರ 80 ಪರ್ಸೆಂಟ್ ಕಮಿಷನ್ ಪಡೆಯುತ್ತಿರುವ ಸರ್ಕಾರವಾಗಿದ್ದು, ಮುಖ್ಯಮಂತ್ರಿ ಸಿದ್ದರಾಮಯ್ಯ ಕೂಡಲೇ ರಾಜೀನಾಮೆ ನೀಡಬೇಕು ಎಂದು ವಿಧಾನಸಭೆಯ ಪ್ರತಿಪಕ್ಷ ನಾಯಕ ಆರ್.ಅಶೋಕ ಆಗ್ರಹಿಸಿದ್ದಾರೆ. ಸುದ್ದಿಗೋಷ್ಠಿಯಲ್ಲಿ ಮಾತನಾಡಿದ ಅವರು, ಗುತ್ತಿಗೆದಾರರ ಸಂಘದ ಅಧ್ಯಕ್ಷ ಡಿ.ಕೆಂಪಣ್ಣ ಹಾಗೂ ಮಂಜುನಾಥ್ ಅವರು ಮಾಡಿರುವ ಆರೋಪ ಗಂಭೀರವಾಗಿದೆ. ರಾಜ್ಯ ಸರ್ಕಾರದ ಬೊಕ್ಕಸ ಖಾಲಿಯಾಗಿದ್ದು ಅಭಿವೃದ್ಧಿ ಕಾರ್ಯಗಳು ಸ್ಥಗಿತಗೊಂಡಿವೆ. ಕೇಂದ್ರ ಸರ್ಕಾರ ತಕ್ಷಣ ಪರಿಹಾರ ನೀಡಬೇಕೆಂದು ಒತ್ತಾಯಿಸುವ ರಾಜ್ಯ ಸರ್ಕಾರ ತನ್ನ ಪಾಲಿನ ಹಣ ನೀಡಿಲ್ಲ. ಮೊದಲು ಜಾತಿ ಜನಗಣತಿ ನಿಲ್ಲಿಸಿ, ರೈತರ ಬೆಳೆ ನಷ್ಟಕ್ಕೆ ಪರಿಹಾರ ನೀಡಲಿ ಎಂದು ವಿಪಕ್ಷ ನಾಯಕ ಆರ್.ಅಶೋಕ್ ಹೇಳಿದರು. ಬೆಂಗಳೂರು,ಸೆ.29(ಕೆಎಂಶಿ)–ಕಾಂಗ್ರೆಸ್ ಸರ್ಕಾರ 80 ಪರ್ಸೆಂಟ್ ಕಮಿಷನ್ ಪಡೆಯುತ್ತಿರುವ ಸರ್ಕಾರವಾಗಿದ್ದು, ಮುಖ್ಯಮಂತ್ರಿ ಸಿದ್ದರಾಮಯ್ಯ ಕೂಡಲೇ ರಾಜೀನಾಮೆ ನೀಡಬೇಕು ಎಂದು ವಿಧಾನಸಭೆಯ ಪ್ರತಿಪಕ್ಷ ನಾಯಕ ಆರ್.ಅಶೋಕ ಆಗ್ರಹಿಸಿದ್ದಾರೆ. ಸುದ್ದಿಗೋಷ್ಠಿಯಲ್ಲಿ ಮಾತನಾಡಿದ ಅವರು, ಗುತ್ತಿಗೆದಾರರ ಸಂಘದ ಅಧ್ಯಕ್ಷ ಡಿ.ಕೆಂಪಣ್ಣ ಹಾಗೂ ಮಂಜುನಾಥ್ ಅವರು ಮಾಡಿರುವ ಆರೋಪ ಗಂಭೀರವಾಗಿದೆ. ರಾಜ್ಯ ಸರ್ಕಾರದ ಬೊಕ್ಕಸ ಖಾಲಿಯಾಗಿದ್ದು ಅಭಿವೃದ್ಧಿ ಕಾರ್ಯಗಳು ಸ್ಥಗಿತಗೊಂಡಿವೆ. ಕೇಂದ್ರ ಸರ್ಕಾರ ತಕ್ಷಣ ಪರಿಹಾರ ನೀಡಬೇಕೆಂದು ಒತ್ತಾಯಿಸುವ ರಾಜ್ಯ ಸರ್ಕಾರ ತನ್ನ ಪಾಲಿನ ಹಣ ನೀಡಿಲ್ಲ. ಮೊದಲು ಜಾತಿ ಜನಗಣತಿ ನಿಲ್ಲಿಸಿ, ರೈತರ ಬೆಳೆ ನಷ್ಟಕ್ಕೆ ಪರಿಹಾರ ನೀಡಲಿ ಎಂದು ವಿಪಕ್ಷ ನಾಯಕ ಆರ್.ಅಶೋಕ್ ಹೇಳಿದರು. ಬೆಂಗಳೂರು,ಸೆ.29(ಕೆಎಂಶಿ)–ಕಾಂಗ್ರೆಸ್ ಸರ್ಕಾರ 80 ಪರ್ಸೆಂಟ್ ಕಮಿಷನ್ ಪಡೆಯುತ್ತಿರುವ ಸರ್ಕಾರವಾಗಿದ್ದು, ಮುಖ್ಯಮಂತ್ರಿ ಸಿದ್ದರಾಮಯ್ಯ ಕೂಡಲೇ ರಾಜೀನಾಮೆ ನೀಡಬೇಕು ಎಂದು ವಿಧಾನಸಭೆಯ ಪ್ರತಿಪಕ್ಷ ನಾಯಕ ಆರ್.ಅಶೋಕ ಆಗ್ರಹಿಸಿದ್ದಾರೆ. ಸುದ್ದಿಗೋಷ್ಠಿಯಲ್ಲಿ ಮಾತನಾಡಿದ ಅವರು, ಗುತ್ತಿಗೆದಾರರ ಸಂಘದ ಅಧ್ಯಕ್ಷ ಡಿ.ಕೆಂಪಣ್ಣ ಹಾಗೂ ಮಂಜುನಾಥ್ ಅವರು ಮಾಡಿರುವ ಆರೋಪ ಗಂಭೀರವಾಗಿದೆ. ರಾಜ್ಯ ಸರ್ಕಾರದ ಬೊಕ್ಕಸ ಖಾಲಿಯಾಗಿದ್ದು ಅಭಿವೃದ್ಧಿ ಕಾರ್ಯಗಳು ಸ್ಥಗಿತಗೊಂಡಿವೆ. ಕೇಂದ್ರ ಸರ್ಕಾರ ತಕ್ಷಣ ಪರಿಹಾರ ನೀಡಬೇಕೆಂದು ಒತ್ತಾಯಿಸುವ ರಾಜ್ಯ ಸರ್ಕಾರ ತನ್ನ ಪಾಲಿನ ಹಣ ನೀಡಿಲ್ಲ. ಮೊದಲು ಜಾತಿ ಜನಗಣತಿ ನಿಲ್ಲಿಸಿ, ರೈತರ ಬೆಳೆ ನಷ್ಟಕ್ಕೆ ಪರಿಹಾರ ನೀಡಲಿ ಎಂದು ವಿಪಕ್ಷ ನಾಯಕ ಆರ್.ಅಶೋಕ್ ಹೇಳಿದರು. ಬೆಂಗಳೂರು,ಸೆ.29(ಕೆಎಂಶಿ)–ಕಾಂಗ್ರೆಸ್ ಸರ್ಕಾರ 80 ಪರ್ಸೆಂಟ್ ಕಮಿಷನ್ ಪಡೆಯುತ್ತಿರುವ ಸರ್ಕಾರವಾಗಿದ್ದು, ಮುಖ್ಯಮಂತ್ರಿ ಸಿದ್ದರಾಮಯ್ಯ ಕೂಡಲೇ ರಾಜೀನಾಮೆ ನೀಡಬೇಕು ಎಂದು ವಿಧಾನಸಭೆಯ ಪ್ರತಿಪಕ್ಷ ನಾಯಕ ಆರ್.ಅಶೋಕ ಆಗ್ರಹಿಸಿದ್ದಾರೆ. ಸುದ್ದಿಗೋಷ್ಠಿಯಲ್ಲಿ ಮಾತನಾಡಿದ ಅವರು, ಗುತ್ತಿಗೆದಾರರ ಸಂಘದ ಅಧ್ಯಕ್ಷ ಡಿ.ಕೆಂಪಣ್ಣ ಹಾಗೂ ಮಂಜುನಾಥ್ ಅವರು ಮಾಡಿರುವ ಆರೋಪ ಗಂಭೀರವಾಗಿದೆ. ರಾಜ್ಯ ಸರ್ಕಾರದ ಬೊಕ್ಕಸ ಖಾಲಿಯಾಗಿದ್ದು ಅಭಿವೃದ್ಧಿ ಕಾರ್ಯಗಳು ಸ್ಥಗಿತಗೊಂಡಿವೆ. ಕೇಂದ್ರ ಸರ್ಕಾರ ತಕ್ಷಣ ಪರಿಹಾರ ನೀಡಬೇಕೆಂದು ಒತ್ತಾಯಿಸುವ ರಾಜ್ಯ ಸರ್ಕಾರ ತನ್ನ ಪಾಲಿನ ಹಣ ನೀಡಿಲ್ಲ. ಮೊದಲು ಜಾತಿ ಜನಗಣತಿ ನಿಲ್ಲಿಸಿ, ರೈತರ ಬೆಳೆ ನಷ್ಟಕ್ಕೆ ಪರಿಹಾರ ನೀಡಲಿ ಎಂದು ವಿಪಕ್ಷ ನಾಯಕ ಆರ್.ಅಶೋಕ್ ಹೇಳಿದರು.	[495, 655, 1211, 1088]
ashok-photo-caption: ಆರ್.ಅಶೋಕ್	[513, 739, 562, 751]
story-body	[394, 1890, 656, 2325]
book-fair-headline: ದಸರಾ ಪುಸ್ತಕ ಮೇಳದಲ್ಲಿ 4 ಕೃತಿಗಳ ಬಿಡುಗಡೆ	[111, 136, 465, 164]
divider	[97, 1146, 479, 1148]
section-header	[95, 83, 476, 129]
gst-body	[1224, 569, 1476, 881]
ashok-photo	[495, 653, 580, 737]
karur-caption: ಮೈಸೂರು ಕನ್ನಡ ವೇದಿಕೆ ವತಿಯಿಂದ ಮೈಸೂರಿನ ಕೆ.ಆರ್.ವೃತ್ತದಲ್ಲಿ ಮೇಣದ ಬತ್ತಿ ಹಿಡಿದು ತಮಿಳುನಾಡಿನ ಕರೂರಿನಲ್ಲಿ ಕಾಲ್ತುಳಿತದಲ್ಲಿ ಸಾವನ್ನಪ್ಪಿದವರಿಗಾಗಿ ಶ್ರದ್ಧಾಂಜಲಿ ಅರ್ಪಿಸಲಾಯಿತು. ವೇದಿಕೆ ಅಧ್ಯಕ್ಷ ಎಸ್.ಬಾಲಕೃಷ್ಣ, ಮಹದೇವಸ್ವಾಮಿ, ಬೋಗಾದಿ ಸಿದ್ದೇಗೌಡ, ಎಲ್‌ಐಸಿ ಸಿದ್ದಪ್ಪ, ಕಾವೇರಮ್ಮ, ಚಾಮರಾಜು, ಹರೀಶ, ಬಸವರಾಜು ಮತ್ತಿತರರು ಉಪಸ್ಥಿತರಿದ್ದರು.	[97, 1600, 479, 1666]
painting-headline: 'ಮೈಸೂರಿನ ವರ್ಣಚಿತ್ರ ಕಲೆಗಳು' ಮಾಸಿಕ ಸರಣಿ ವಿಶೇಷ ಉಪನ್ಯಾಸ ಇಂದು	[1232, 1302, 1468, 1348]
divider	[97, 300, 479, 301]
national-international-section	[95, 1827, 1473, 2331]
newspaper-logo: ಮೈಸೂರು ಮಿತ್ರ	[756, 81, 916, 119]
article-text: ನವದೆಹಲಿ: ಬ್ರಿಟನ್ ಮೂಲದ ಕೊರಿಯರ್ ಉದ್ಯಮಿ ಎಂದು ಹೇಳಿಕೊಂಡು ಡೇಟಿಂಗ್ ಆ್ಯಪ್ ಮೂಲಕ ದೇಶಾದ್ಯಂತ 100ಕ್ಕೂ ಹೆಚ್ಚು ಮಹಿಳೆಯರನ್ನು ವಂಚಿಸಿದ ಆರೋಪದ ಮೇಲೆ ಪಶ್ಚಿಮ ದೆಹಲಿಯ ತಿಲಕ್‌ನಗರದಲ್ಲಿ 29 ವರ್ಷದ ನೈಜೀರಿಯಾ ಪ್ರಜೆಯನ್ನು ಬಂಧಿಸಲಾಗಿದೆ. ನವದೆಹಲಿ: ಬ್ರಿಟನ್ ಮೂಲದ ಕೊರಿಯರ್ ಉದ್ಯಮಿ ಎಂದು ಹೇಳಿಕೊಂಡು ಡೇಟಿಂಗ್ ಆ್ಯಪ್ ಮೂಲಕ ದೇಶಾದ್ಯಂತ 100ಕ್ಕೂ ಹೆಚ್ಚು ಮಹಿಳೆಯರನ್ನು ವಂಚಿಸಿದ ಆರೋಪದ ಮೇಲೆ ಪಶ್ಚಿಮ ದೆಹಲಿಯ ತಿಲಕ್‌ನಗರದಲ್ಲಿ 29 ವರ್ಷದ ನೈಜೀರಿಯಾ ಪ್ರಜೆಯನ್ನು ಬಂಧಿಸಲಾಗಿದೆ. ನವದೆಹಲಿ: ಬ್ರಿಟನ್ ಮೂಲದ ಕೊರಿಯರ್ ಉದ್ಯಮಿ ಎಂದು ಹೇಳಿಕೊಂಡು ಡೇಟಿಂಗ್ ಆ್ಯಪ್ ಮೂಲಕ ದೇಶಾದ್ಯಂತ 100ಕ್ಕೂ ಹೆಚ್ಚು ಮಹಿಳೆಯರನ್ನು ವಂಚಿಸಿದ ಆರೋಪದ ಮೇಲೆ ಪಶ್ಚಿಮ ದೆಹಲಿಯ ತಿಲಕ್‌ನಗರದಲ್ಲಿ 29 ವರ್ಷದ ನೈಜೀರಿಯಾ ಪ್ರಜೆಯನ್ನು ಬಂಧಿಸಲಾಗಿದೆ. ನವದೆಹಲಿ: ಬ್ರಿಟನ್ ಮೂಲದ ಕೊರಿಯರ್ ಉದ್ಯಮಿ ಎಂದು ಹೇಳಿಕೊಂಡು ಡೇಟಿಂಗ್ ಆ್ಯಪ್ ಮೂಲಕ ದೇಶಾದ್ಯಂತ 100ಕ್ಕೂ ಹೆಚ್ಚು ಮಹಿಳೆಯರನ್ನು ವಂಚಿಸಿದ ಆರೋಪದ ಮೇಲೆ ಪಶ್ಚಿಮ ದೆಹಲಿಯ ತಿಲಕ್‌ನಗರದಲ್ಲಿ 29 ವರ್ಷದ ನೈಜೀರಿಯಾ ಪ್ರಜೆಯನ್ನು ಬಂಧಿಸಲಾಗಿದೆ. ನವದೆಹಲಿ: ಬ್ರಿಟನ್ ಮೂಲದ ಕೊರಿಯರ್ ಉದ್ಯಮಿ ಎಂದು ಹೇಳಿಕೊಂಡು ಡೇಟಿಂಗ್ ಆ್ಯಪ್ ಮೂಲಕ ದೇಶಾದ್ಯಂತ 100ಕ್ಕೂ ಹೆಚ್ಚು ಮಹಿಳೆಯರನ್ನು ವಂಚಿಸಿದ ಆರೋಪದ ಮೇಲೆ ಪಶ್ಚಿಮ ದೆಹಲಿಯ ತಿಲಕ್‌ನಗರದಲ್ಲಿ 29 ವರ್ಷದ ನೈಜೀರಿಯಾ ಪ್ರಜೆಯನ್ನು ಬಂಧಿಸಲಾಗಿದೆ.	[669, 1895, 924, 2308]
world-story-nigerian-arrest	[662, 1833, 929, 2325]
food-photo	[1340, 1890, 1464, 2028]
vellala-headline: ವೆಲ್ಲಾಳ ಸಮುದಾಯ ಧರ್ಮ–ಹಿಂದೂ; ಜಾತಿ 'ಮೊದಲಿಯಾರ್' ಇಲ್ಲ 'ಅಗಮುಡಿ' ನಮೂದಿಸಲು ಮನವಿ	[1228, 892, 1472, 950]
story-headline: 100 ಮಹಿಳೆಯರ ವಂಚಿಸಿದ್ದ ನೈಜೀರಿಯಾ ಪ್ರಜೆ ಬಂಧನ	[705, 1838, 887, 1887]
kuruba-headline: ಕುರುಬ ಸಮುದಾಯವನ್ನು ಎಸ್‌ಟಿಗೆ ಸೇರಿಸಲು ಬುಡಕಟ್ಟು ಸಂಶೋಧನಾ ಸಂಸ್ಥೆ ಶಿಫಾರಸು	[584, 1121, 1387, 1155]
karur-tribute-photo	[97, 1435, 479, 1595]
article-text: ಸೆಲ್ಫಿಗೆ ಕ್ಲಿಕ್ಕಿಸಿಕೊಂಡರು. ಈ ವೇಳೆ ಮೈಸೂರು ವೃತ್ತ ಟ್ರಸ್ಟ್‌ನ ಕಾರ್ಯದರ್ಶಿ 'ಸೆಲ್ಫಿ ಜೊತೆಗೆ ಪುಸ್ತಕ' ಕಾರ್ಯಕ್ರಮ ಕುರಿತು ಮಾತನಾಡಿದರು. ಮೈಸೂರು ವಿವಿ ಪ್ರಸಾರಾಂಗ ನಿರ್ದೇಶಕ ಸೇರಿದಂತೆ ಹಲವರು ಉಪಸ್ಥಿತರಿದ್ದರು. ಸೆಲ್ಫಿಗೆ ಕ್ಲಿಕ್ಕಿಸಿಕೊಂಡರು. ಈ ವೇಳೆ ಮೈಸೂರು ವೃತ್ತ ಟ್ರಸ್ಟ್‌ನ ಕಾರ್ಯದರ್ಶಿ 'ಸೆಲ್ಫಿ ಜೊತೆಗೆ ಪುಸ್ತಕ' ಕಾರ್ಯಕ್ರಮ ಕುರಿತು ಮಾತನಾಡಿದರು. ಮೈಸೂರು ವಿವಿ ಪ್ರಸಾರಾಂಗ ನಿರ್ದೇಶಕ ಸೇರಿದಂತೆ ಹಲವರು ಉಪಸ್ಥಿತರಿದ್ದರು. ಸೆಲ್ಫಿಗೆ ಕ್ಲಿಕ್ಕಿಸಿಕೊಂಡರು. ಈ ವೇಳೆ ಮೈಸೂರು ವೃತ್ತ ಟ್ರಸ್ಟ್‌ನ ಕಾರ್ಯದರ್ಶಿ 'ಸೆಲ್ಫಿ ಜೊತೆಗೆ ಪುಸ್ತಕ' ಕಾರ್ಯಕ್ರಮ ಕುರಿತು ಮಾತನಾಡಿದರು. ಮೈಸೂರು ವಿವಿ ಪ್ರಸಾರಾಂಗ ನಿರ್ದೇಶಕ ಸೇರಿದಂತೆ ಹಲವರು ಉಪಸ್ಥಿತರಿದ್ದರು. ಸೆಲ್ಫಿಗೆ ಕ್ಲಿಕ್ಕಿಸಿಕೊಂಡರು. ಈ ವೇಳೆ ಮೈಸೂರು ವೃತ್ತ ಟ್ರಸ್ಟ್‌ನ ಕಾರ್ಯದರ್ಶಿ 'ಸೆಲ್ಫಿ ಜೊತೆಗೆ ಪುಸ್ತಕ' ಕಾರ್ಯಕ್ರಮ ಕುರಿತು ಮಾತನಾಡಿದರು. ಮೈಸೂರು ವಿವಿ ಪ್ರಸಾರಾಂಗ ನಿರ್ದೇಶಕ ಸೇರಿದಂತೆ ಹಲವರು ಉಪಸ್ಥಿತರಿದ್ದರು. ಸೆಲ್ಫಿಗೆ ಕ್ಲಿಕ್ಕಿಸಿಕೊಂಡರು. ಈ ವೇಳೆ ಮೈಸೂರು ವೃತ್ತ ಟ್ರಸ್ಟ್‌ನ ಕಾರ್ಯದರ್ಶಿ 'ಸೆಲ್ಫಿ ಜೊತೆಗೆ ಪುಸ್ತಕ' ಕಾರ್ಯಕ್ರಮ ಕುರಿತು ಮಾತನಾಡಿದರು. ಮೈಸೂರು ವಿವಿ ಪ್ರಸಾರಾಂಗ ನಿರ್ದೇಶಕ ಸೇರಿದಂತೆ ಹಲವರು ಉಪಸ್ಥಿತರಿದ್ದರು.	[1031, 1385, 1211, 1815]
felicitation-photo	[97, 1186, 479, 1348]
congress-row	[495, 509, 1476, 1110]
siddaramaiah-photo	[495, 223, 580, 310]
right-boxes	[1217, 509, 1476, 1110]
main-area	[495, 135, 1476, 1819]
ashok-photo-figure	[495, 653, 580, 752]
story-headline: ಬಿಷ್ಣೋಯ್ ಗ್ಯಾಂಗ್ ಅನ್ನು ಭಯೋತ್ಪಾದಕ ಸಂಘಟನೆ ಎಂದು ಘೋಷಿಸಿದ ಕೆನಡಾ	[951, 1838, 1185, 1884]
article-text: ಮೈಸೂರು, ಸೆ.29– ಮೈಸೂರಿನ ಜಯನಗರದಲ್ಲಿರುವ ಇಸ್ಕಾನ್ ದೇವಾಲಯದಲ್ಲಿ ಅ.2ರಂದು ವಿಜಯದಶಮಿಯ ಪ್ರಯುಕ್ತ ವಿಶೇಷ ಕಾರ್ಯಕ್ರಮಗಳನ್ನು ಹಮ್ಮಿಕೊಳ್ಳಲಾಗಿದೆ. ಹೆಚ್ಚಿನ ಮಾಹಿತಿಗಾಗಿ ಮೊ: 8147701807ಗೆ ಸಂಪರ್ಕಿಸಬಹುದು. ಮೈಸೂರು, ಸೆ.29– ಮೈಸೂರಿನ ಜಯನಗರದಲ್ಲಿರುವ ಇಸ್ಕಾನ್ ದೇವಾಲಯದಲ್ಲಿ ಅ.2ರಂದು ವಿಜಯದಶಮಿಯ ಪ್ರಯುಕ್ತ ವಿಶೇಷ ಕಾರ್ಯಕ್ರಮಗಳನ್ನು ಹಮ್ಮಿಕೊಳ್ಳಲಾಗಿದೆ. ಹೆಚ್ಚಿನ ಮಾಹಿತಿಗಾಗಿ ಮೊ: 8147701807ಗೆ ಸಂಪರ್ಕಿಸಬಹುದು.	[97, 1711, 479, 1789]
garba-photo	[101, 1955, 181, 2065]
youth-photo-column	[692, 1382, 1023, 1819]
felicitation-caption: ಮೈಸೂರು ಜಿಲ್ಲಾ ಕನ್ನಡ ಜಾಗೃತಿ ಸಮಿತಿ ನೂತನ ಸದಸ್ಯ ಕಡಕೊಳ ಕುಮಾರಸ್ವಾಮಿ ಅವರನ್ನು ಮಾಜಿ ಕಾರ್ಪೊರೇಟರ್ ಲೋಕೇಶ್ ಪಿಯಾ ಅಭಿನಂದಿಸಿದರು. ಈ ವೇಳೆ ಸಂಘ–ಸಂಸ್ಥೆಗಳ ಮುಖಂಡರು, ಕನ್ನಡಪರ ಹೋರಾಟಗಾರರು ಇದ್ದರು.	[108, 1351, 468, 1396]
article-text: ಹೈದರಾಬಾದ್: 5 ರೂಗೆ ಉಪಾಹಾರ ನೀಡುವ ನೂತನ ಆಧುನೀಕೃತ ಇಂದಿರಮ್ಮ ಕ್ಯಾಂಟೀನ್ ಅನ್ನು ಹೈದರಾಬಾದ್ ಉಸ್ತುವಾರಿ ಸಚಿವ ಪೊನ್ನಂ ಪ್ರಭಾಕರ್ ಮತ್ತು ಮೇಯರ್ ಗದ್ವಾಲ್ ವಿಜಯಲಕ್ಷ್ಮಿ ಉದ್ಘಾಟಿಸಿದರು. ಪ್ರತಿ ಉಪಾಹಾರಕ್ಕೆ 24.83 ರೂ. ವೆಚ್ಚವಾಗಲಿದ್ದು ಸರ್ಕಾರವೇ ಭರಿಸಲಿದೆ. ಸುಮಾರು 30,000 ಫಲಾನುಭವಿಗಳಿಗೆ ಸೇವೆ ನೀಡಲಿದೆ. ಹೈದರಾಬಾದ್: 5 ರೂಗೆ ಉಪಾಹಾರ ನೀಡುವ ನೂತನ ಆಧುನೀಕೃತ ಇಂದಿರಮ್ಮ ಕ್ಯಾಂಟೀನ್ ಅನ್ನು ಹೈದರಾಬಾದ್ ಉಸ್ತುವಾರಿ ಸಚಿವ ಪೊನ್ನಂ ಪ್ರಭಾಕರ್ ಮತ್ತು ಮೇಯರ್ ಗದ್ವಾಲ್ ವಿಜಯಲಕ್ಷ್ಮಿ ಉದ್ಘಾಟಿಸಿದರು. ಪ್ರತಿ ಉಪಾಹಾರಕ್ಕೆ 24.83 ರೂ. ವೆಚ್ಚವಾಗಲಿದ್ದು ಸರ್ಕಾರವೇ ಭರಿಸಲಿದೆ. ಸುಮಾರು 30,000 ಫಲಾನುಭವಿಗಳಿಗೆ ಸೇವೆ ನೀಡಲಿದೆ. ಹೈದರಾಬಾದ್: 5 ರೂಗೆ ಉಪಾಹಾರ ನೀಡುವ ನೂತನ ಆಧುನೀಕೃತ ಇಂದಿರಮ್ಮ ಕ್ಯಾಂಟೀನ್ ಅನ್ನು ಹೈದರಾಬಾದ್ ಉಸ್ತುವಾರಿ ಸಚಿವ ಪೊನ್ನಂ ಪ್ರಭಾಕರ್ ಮತ್ತು ಮೇಯರ್ ಗದ್ವಾಲ್ ವಿಜಯಲಕ್ಷ್ಮಿ ಉದ್ಘಾಟಿಸಿದರು. ಪ್ರತಿ ಉಪಾಹಾರಕ್ಕೆ 24.83 ರೂ. ವೆಚ್ಚವಾಗಲಿದ್ದು ಸರ್ಕಾರವೇ ಭರಿಸಲಿದೆ. ಸುಮಾರು 30,000 ಫಲಾನುಭವಿಗಳಿಗೆ ಸೇವೆ ನೀಡಲಿದೆ.	[1212, 1892, 1464, 2251]
painting-story	[1217, 1299, 1476, 1819]
lead-body	[495, 223, 1476, 499]
kuruba-story	[495, 1120, 1476, 1289]
issue-date: ಮಂಗಳವಾರ 30 ಸೆಪ್ಟೆಂಬರ್ 2025	[1185, 89, 1476, 116]
divider	[97, 1404, 479, 1405]
congress-subhead: ಸಿಎಂ ಸಿದ್ದರಾಮಯ್ಯ ರಾಜೀನಾಮೆಗೆ ವಿಪಕ್ಷ ನಾಯಕ ಅಶೋಕ್ ಆಗ್ರಹ	[587, 621, 1119, 651]
book-fair-caption: 'ದಸರಾ ಕನ್ನಡ ಪುಸ್ತಕ ಮೇಳ'ದಲ್ಲಿ 4 ಕೃತಿಗಳನ್ನು ಬಿಡುಗಡೆಗೊಳಿಸಲಾಯಿತು.	[156, 278, 420, 292]
painting-body	[1224, 1353, 1476, 1819]
youth-row	[495, 1299, 1476, 1819]
youth-columns	[495, 1382, 1211, 1819]
article-text: ಮೈಸೂರು: ಭಾರತ ಸರ್ಕಾರವು ಘೋಷಿಸಿರುವ ಗೂಡ್ಸ್ ಅಂಡ್ ಸರ್ವಿಸಸ್ ಟ್ಯಾಕ್ಸ್ (ಜಿಎಸ್‌ಟಿ) ದರದಲ್ಲಿನ ಇಳಿಕೆಯ ಲಾಭವನ್ನು ನೇರವಾಗಿ ಗ್ರಾಹಕರಿಗೆ ವರ್ಗಾಯಿಸಲಾಗಿದೆ. ಸೆ.22ರಿಂದ ಜಾರಿಗೆ ಬರುವಂತೆ ಗ್ರಾಹಕರಿಗೆ ಉತ್ತಮ ದರಗಳಲ್ಲಿ ಉತ್ಪನ್ನಗಳು ಲಭ್ಯವಾಗಲಿವೆ ಎಂದು ತಿಳಿಸಿದ್ದಾರೆ. ಮೈಸೂರು: ಭಾರತ ಸರ್ಕಾರವು ಘೋಷಿಸಿರುವ ಗೂಡ್ಸ್ ಅಂಡ್ ಸರ್ವಿಸಸ್ ಟ್ಯಾಕ್ಸ್ (ಜಿಎಸ್‌ಟಿ) ದರದಲ್ಲಿನ ಇಳಿಕೆಯ ಲಾಭವನ್ನು ನೇರವಾಗಿ ಗ್ರಾಹಕರಿಗೆ ವರ್ಗಾಯಿಸಲಾಗಿದೆ. ಸೆ.22ರಿಂದ ಜಾರಿಗೆ ಬರುವಂತೆ ಗ್ರಾಹಕರಿಗೆ ಉತ್ತಮ ದರಗಳಲ್ಲಿ ಉತ್ಪನ್ನಗಳು ಲಭ್ಯವಾಗಲಿವೆ ಎಂದು ತಿಳಿಸಿದ್ದಾರೆ. ಮೈಸೂರು: ಭಾರತ ಸರ್ಕಾರವು ಘೋಷಿಸಿರುವ ಗೂಡ್ಸ್ ಅಂಡ್ ಸರ್ವಿಸಸ್ ಟ್ಯಾಕ್ಸ್ (ಜಿಎಸ್‌ಟಿ) ದರದಲ್ಲಿನ ಇಳಿಕೆಯ ಲಾಭವನ್ನು ನೇರವಾಗಿ ಗ್ರಾಹಕರಿಗೆ ವರ್ಗಾಯಿಸಲಾಗಿದೆ. ಸೆ.22ರಿಂದ ಜಾರಿಗೆ ಬರುವಂತೆ ಗ್ರಾಹಕರಿಗೆ ಉತ್ತಮ ದರಗಳಲ್ಲಿ ಉತ್ಪನ್ನಗಳು ಲಭ್ಯವಾಗಲಿವೆ ಎಂದು ತಿಳಿಸಿದ್ದಾರೆ. ಮೈಸೂರು: ಭಾರತ ಸರ್ಕಾರವು ಘೋಷಿಸಿರುವ ಗೂಡ್ಸ್ ಅಂಡ್ ಸರ್ವಿಸಸ್ ಟ್ಯಾಕ್ಸ್ (ಜಿಎಸ್‌ಟಿ) ದರದಲ್ಲಿನ ಇಳಿಕೆಯ ಲಾಭವನ್ನು ನೇರವಾಗಿ ಗ್ರಾಹಕರಿಗೆ ವರ್ಗಾಯಿಸಲಾಗಿದೆ. ಸೆ.22ರಿಂದ ಜಾರಿಗೆ ಬರುವಂತೆ ಗ್ರಾಹಕರಿಗೆ ಉತ್ತಮ ದರಗಳಲ್ಲಿ ಉತ್ಪನ್ನಗಳು ಲಭ್ಯವಾಗಲಿವೆ ಎಂದು ತಿಳಿಸಿದ್ದಾರೆ.	[1224, 570, 1476, 863]
youth-headline: ಯುವ ಸಮೂಹ ಪುಸ್ತಕಗಳಿಗೆ ಪ್ರಾಮುಖ್ಯತೆ ನೀಡುತ್ತಿಲ್ಲ	[500, 1300, 1206, 1349]
article-text: ವಾಷಿಂಗ್ಟನ್: ಅಮೆರಿಕದ ಮಿಚಿಗನ್‌ನ ಗ್ರ್ಯಾಂಡ್ ಬ್ಲಾಂಕ್‌ನಲ್ಲಿನ ಚರ್ಚ್ ಮೇಲೆ 40 ವರ್ಷದ ವ್ಯಕ್ತಿಯೊಬ್ಬ ವಾಹನ ಡಿಕ್ಕಿ ಹೊಡೆಸಿ ಬಂದೂಕಿನಿಂದ ಗುಂಡಿನ ದಾಳಿ ನಡೆಸಿದ್ದು, ಘಟನೆಯಲ್ಲಿ ಐವರು ಸಾವನ್ನಪ್ಪಿದ್ದು ಹಲವರು ಗಾಯಗೊಂಡಿದ್ದಾರೆ. ವಾಷಿಂಗ್ಟನ್: ಅಮೆರಿಕದ ಮಿಚಿಗನ್‌ನ ಗ್ರ್ಯಾಂಡ್ ಬ್ಲಾಂಕ್‌ನಲ್ಲಿನ ಚರ್ಚ್ ಮೇಲೆ 40 ವರ್ಷದ ವ್ಯಕ್ತಿಯೊಬ್ಬ ವಾಹನ ಡಿಕ್ಕಿ ಹೊಡೆಸಿ ಬಂದೂಕಿನಿಂದ ಗುಂಡಿನ ದಾಳಿ ನಡೆಸಿದ್ದು, ಘಟನೆಯಲ್ಲಿ ಐವರು ಸಾವನ್ನಪ್ಪಿದ್ದು ಹಲವರು ಗಾಯಗೊಂಡಿದ್ದಾರೆ. ವಾಷಿಂಗ್ಟನ್: ಅಮೆರಿಕದ ಮಿಚಿಗನ್‌ನ ಗ್ರ್ಯಾಂಡ್ ಬ್ಲಾಂಕ್‌ನಲ್ಲಿನ ಚರ್ಚ್ ಮೇಲೆ 40 ವರ್ಷದ ವ್ಯಕ್ತಿಯೊಬ್ಬ ವಾಹನ ಡಿಕ್ಕಿ ಹೊಡೆಸಿ ಬಂದೂಕಿನಿಂದ ಗುಂಡಿನ ದಾಳಿ ನಡೆಸಿದ್ದು, ಘಟನೆಯಲ್ಲಿ ಐವರು ಸಾವನ್ನಪ್ಪಿದ್ದು ಹಲವರು ಗಾಯಗೊಂಡಿದ್ದಾರೆ. ವಾಷಿಂಗ್ಟನ್: ಅಮೆರಿಕದ ಮಿಚಿಗನ್‌ನ ಗ್ರ್ಯಾಂಡ್ ಬ್ಲಾಂಕ್‌ನಲ್ಲಿನ ಚರ್ಚ್ ಮೇಲೆ 40 ವರ್ಷದ ವ್ಯಕ್ತಿಯೊಬ್ಬ ವಾಹನ ಡಿಕ್ಕಿ ಹೊಡೆಸಿ ಬಂದೂಕಿನಿಂದ ಗುಂಡಿನ ದಾಳಿ ನಡೆಸಿದ್ದು, ಘಟನೆಯಲ್ಲಿ ಐವರು ಸಾವನ್ನಪ್ಪಿದ್ದು ಹಲವರು ಗಾಯಗೊಂಡಿದ್ದಾರೆ. ವಾಷಿಂಗ್ಟನ್: ಅಮೆರಿಕದ ಮಿಚಿಗನ್‌ನ ಗ್ರ್ಯಾಂಡ್ ಬ್ಲಾಂಕ್‌ನಲ್ಲಿನ ಚರ್ಚ್ ಮೇಲೆ 40 ವರ್ಷದ ವ್ಯಕ್ತಿಯೊಬ್ಬ ವಾಹನ ಡಿಕ್ಕಿ ಹೊಡೆಸಿ ಬಂದೂಕಿನಿಂದ ಗುಂಡಿನ ದಾಳಿ ನಡೆಸಿದ್ದು, ಘಟನೆಯಲ್ಲಿ ಐವರು ಸಾವನ್ನಪ್ಪಿದ್ದು ಹಲವರು ಗಾಯಗೊಂಡಿದ್ದಾರೆ. ವಾಷಿಂಗ್ಟನ್: ಅಮೆರಿಕದ ಮಿಚಿಗನ್‌ನ ಗ್ರ್ಯಾಂಡ್ ಬ್ಲಾಂಕ್‌ನಲ್ಲಿನ ಚರ್ಚ್ ಮೇಲೆ 40 ವರ್ಷದ ವ್ಯಕ್ತಿಯೊಬ್ಬ ವಾಹನ ಡಿಕ್ಕಿ ಹೊಡೆಸಿ ಬಂದೂಕಿನಿಂದ ಗುಂಡಿನ ದಾಳಿ ನಡೆಸಿದ್ದು, ಘಟನೆಯಲ್ಲಿ ಐವರು ಸಾವನ್ನಪ್ಪಿದ್ದು ಹಲವರು ಗಾಯಗೊಂಡಿದ್ದಾರೆ.	[394, 1892, 656, 2305]
article-text: ಜನಪ್ರಿಯ ಹಳೆಯ ಕನ್ನಡ ಚಿತ್ರಗೀತೆ ಮತ್ತು ಭಾವಗೀತೆಗಳ ಕಾರ್ಯಕ್ರಮ. ಹಿರಿಯ ಸಮಾಜ ಸೇವಕ ರಘುರಾಮ್ ವಾಜಪೇಯಿ ಕಾರ್ಯಕ್ರಮ ಉದ್ಘಾಟಿಸುವರು. ಮೈಸೂರು,ಸೆ.29(ಜಿಎ)–ಮೈಸೂರಿನ ಜನಪ್ರಿಯ ಫೌಂಡೇಷನ್ ವತಿಯಿಂದ ಅ.3ರಂದು ಸಂಜೆ 4.30ಕ್ಕೆ ಜೆಎಲ್‌ಬಿ ರಸ್ತೆಯ ನಾದಬ್ರಹ್ಮ ಸಂಗೀತ ಸಭಾಂಗಣದಲ್ಲಿ ದಸರಾ ಮಹೋತ್ಸವ ಪ್ರಯುಕ್ತ 'ಮೈಸೂರು ದಸರಾ ಎಷ್ಟೊಂದು ಸುಂದರ' ಸಂಗೀತ ಕಾರ್ಯಕ್ರಮ ಆಯೋಜಿಸಲಾಗಿದೆ. ಜನಪ್ರಿಯ ಹಳೆಯ ಕನ್ನಡ ಚಿತ್ರಗೀತೆ ಮತ್ತು ಭಾವಗೀತೆಗಳ ಕಾರ್ಯಕ್ರಮ. ಹಿರಿಯ ಸಮಾಜ ಸೇವಕ ರಘುರಾಮ್ ವಾಜಪೇಯಿ ಕಾರ್ಯಕ್ರಮ ಉದ್ಘಾಟಿಸುವರು. ಮೈಸೂರು,ಸೆ.29(ಜಿಎ)–ಮೈಸೂರಿನ ಜನಪ್ರಿಯ ಫೌಂಡೇಷನ್ ವತಿಯಿಂದ ಅ.3ರಂದು ಸಂಜೆ 4.30ಕ್ಕೆ ಜೆಎಲ್‌ಬಿ ರಸ್ತೆಯ ನಾದಬ್ರಹ್ಮ ಸಂಗೀತ ಸಭಾಂಗಣದಲ್ಲಿ ದಸರಾ ಮಹೋತ್ಸವ ಪ್ರಯುಕ್ತ 'ಮೈಸೂರು ದಸರಾ ಎಷ್ಟೊಂದು ಸುಂದರ' ಸಂಗೀತ ಕಾರ್ಯಕ್ರಮ ಆಯೋಜಿಸಲಾಗಿದೆ.	[284, 713, 479, 1081]
story-body	[1212, 1890, 1464, 2325]
music-story	[97, 710, 479, 1142]
youth-body-left	[495, 1382, 685, 1819]
left-column	[97, 135, 479, 1818]
lead-headline: ಸಬ್ ಕಾ ಸಾಥ್ ಸಬ್ ಕಾ ವಿಕಾಸ್ ಅಂತರಂಗದ ನಿಜ ಬಣ್ಣ ಬಯಲು!	[512, 169, 1459, 220]
divider	[495, 503, 1476, 505]
divider	[495, 1114, 1476, 1116]
karur-headline: ಕರೂರು ಕಾಲ್ತುಳಿತಕ್ಕೆ ಬಲಿಯಾದವರಿಗೆ ಶ್ರದ್ಧಾಂಜಲಿ	[146, 1410, 430, 1432]
